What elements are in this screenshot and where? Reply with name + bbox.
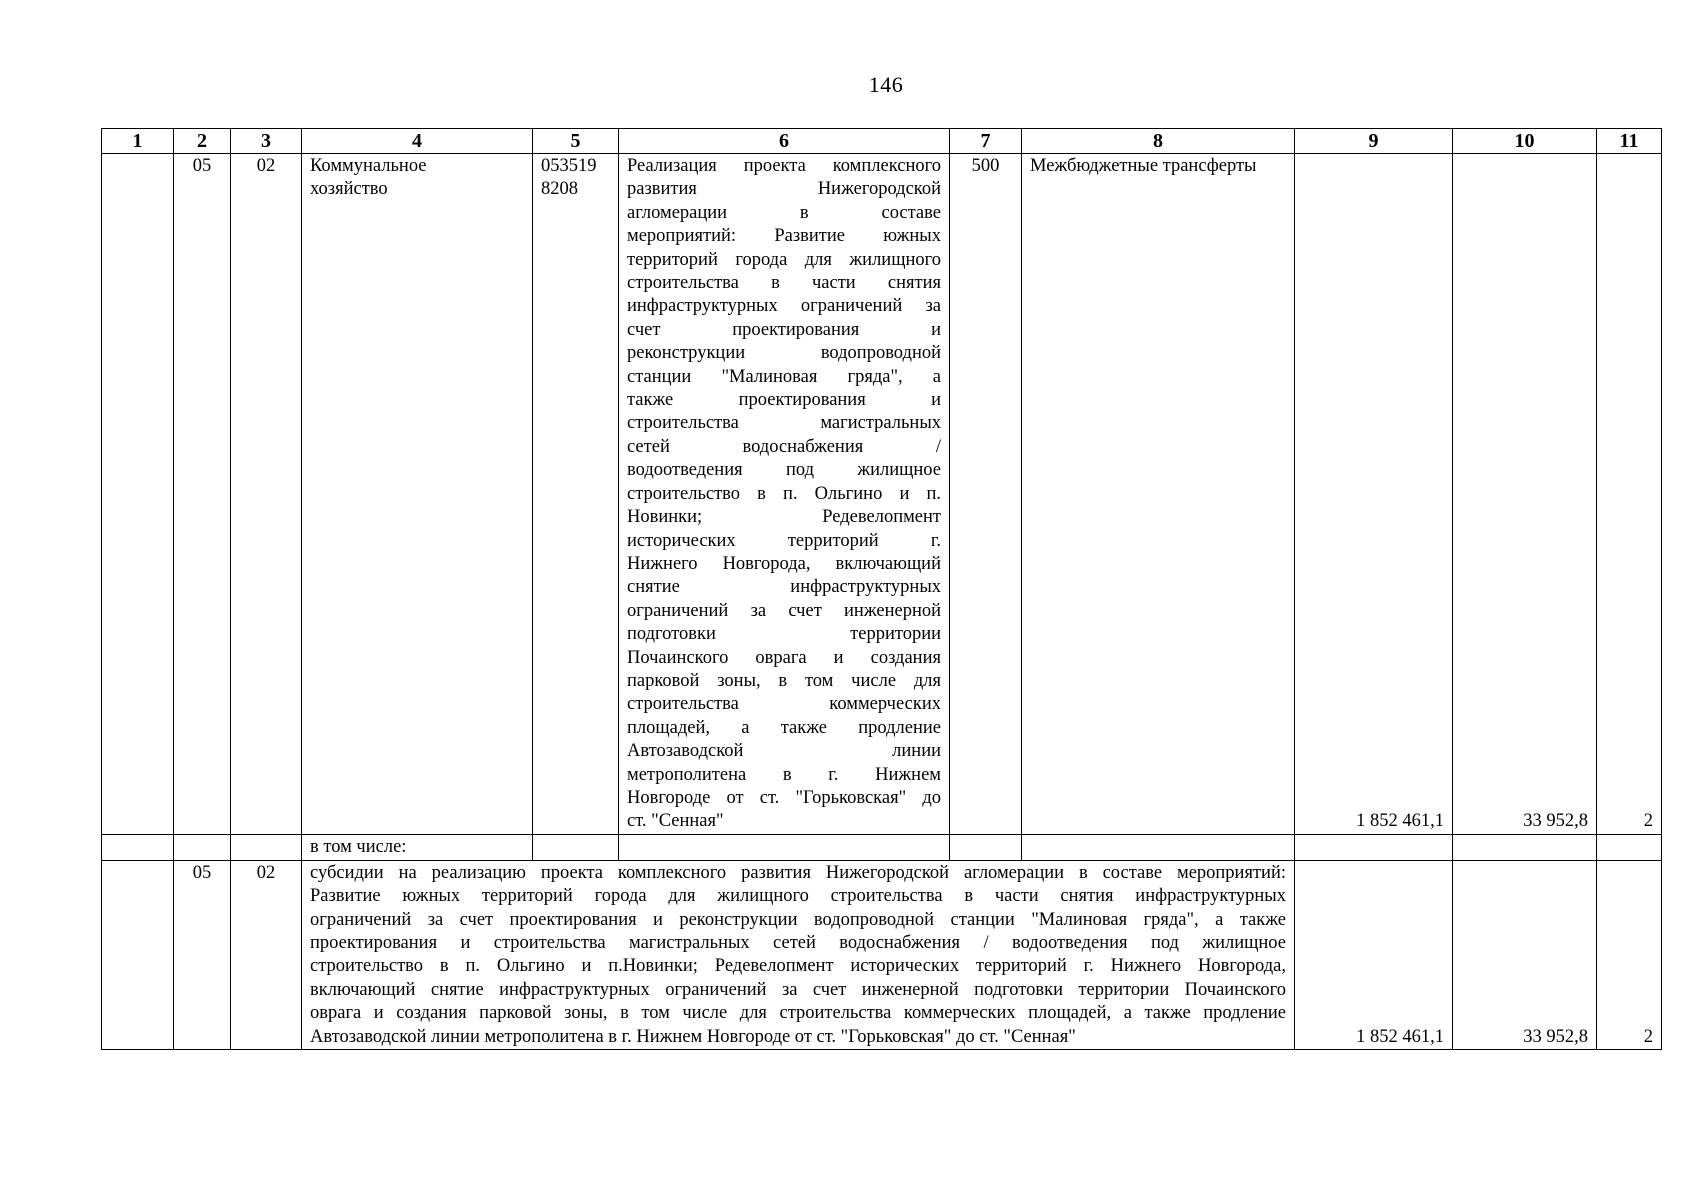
- cell-expense-type: 500: [950, 154, 1022, 835]
- text-line: счет проектирования и: [627, 319, 941, 340]
- cell-empty: [1295, 834, 1453, 860]
- text-line: Новгороде от ст. "Горьковская" до: [627, 787, 941, 808]
- text-line: мероприятий: Развитие южных: [627, 226, 941, 247]
- text-line: строительство в п. Ольгино и п.: [627, 483, 941, 504]
- text-line: ограничений за счет проектирования и реконструкции водопроводной станции "Малиновая гряда", а также: [310, 909, 1286, 930]
- cell-amount-11: 2: [1597, 860, 1662, 1049]
- cell-empty: [102, 860, 174, 1049]
- cell-section: 05: [174, 154, 231, 835]
- cell-empty: [1597, 834, 1662, 860]
- text-line: ограничений за счет инженерной: [627, 600, 941, 621]
- cell-amount-10: 33 952,8: [1453, 860, 1597, 1049]
- col-header: 7: [950, 129, 1022, 154]
- cell-amount-11: 2: [1597, 154, 1662, 835]
- text-line: сетей водоснабжения /: [627, 436, 941, 457]
- text-line: агломерации в составе: [627, 202, 941, 223]
- cell-empty: [533, 834, 619, 860]
- text-line: Автозаводской линии метрополитена в г. Нижнем Новгороде от ст. "Горьковская" до ст. "Сенная": [310, 1026, 1076, 1047]
- text-line: инфраструктурных ограничений за: [627, 296, 941, 317]
- text-line: включающий снятие инфраструктурных ограничений за счет инженерной подготовки территории Почаинского: [310, 979, 1286, 1000]
- text-line: Нижнего Новгорода, включающий: [627, 553, 941, 574]
- text-line: развития Нижегородской: [627, 179, 941, 200]
- cell-empty: [1022, 834, 1295, 860]
- cell-code-line: 8208: [541, 179, 578, 200]
- text-line: площадей, а также продление: [627, 717, 941, 738]
- cell-empty: [950, 834, 1022, 860]
- text-line: исторических территорий г.: [627, 530, 941, 551]
- text-line: строительства магистральных: [627, 413, 941, 434]
- cell-amount-9: 1 852 461,1: [1295, 860, 1453, 1049]
- text-line: строительство в п. Ольгино и п.Новинки; Редевелопмент исторических территорий г. Нижнего Новгорода,: [310, 956, 1286, 977]
- col-header: 5: [533, 129, 619, 154]
- col-header: 11: [1597, 129, 1662, 154]
- cell-description: [619, 154, 950, 835]
- text-line: Развитие южных территорий города для жилищного строительства в части снятия инфраструктурных: [310, 886, 1286, 907]
- text-line: Автозаводской линии: [627, 741, 941, 762]
- text-line: строительства в части снятия: [627, 273, 941, 294]
- cell-expense-name: Межбюджетные трансферты: [1022, 154, 1295, 835]
- header-row: [102, 129, 1662, 154]
- cell-name-line: Коммунальное: [310, 156, 427, 176]
- cell-name: [302, 154, 533, 835]
- col-header: 9: [1295, 129, 1453, 154]
- col-header: 4: [302, 129, 533, 154]
- col-header: 6: [619, 129, 950, 154]
- cell-including-label: в том числе:: [302, 834, 533, 860]
- col-header: 10: [1453, 129, 1597, 154]
- cell-subsidy-description: [302, 860, 1295, 1049]
- cell-empty: [619, 834, 950, 860]
- cell-empty: [174, 834, 231, 860]
- text-line: ст. "Сенная": [627, 811, 724, 832]
- text-line: подготовки территории: [627, 624, 941, 645]
- cell-empty: [102, 154, 174, 835]
- cell-target-code: [533, 154, 619, 835]
- cell-empty: [231, 834, 302, 860]
- text-line: проектирования и строительства магистральных сетей водоснабжения / водоотведения под жилищное: [310, 933, 1286, 953]
- cell-subsection: 02: [231, 154, 302, 835]
- text-line: парковой зоны, в том числе для: [627, 670, 941, 691]
- text-line: водоотведения под жилищное: [627, 460, 941, 481]
- cell-section: 05: [174, 860, 231, 1049]
- text-line: Почаинского оврага и создания: [627, 647, 941, 668]
- page-number: 146: [868, 72, 904, 97]
- budget-table: [101, 128, 1662, 1050]
- text-line: метрополитена в г. Нижнем: [627, 764, 941, 785]
- text-line: Реализация проекта комплексного: [627, 156, 941, 176]
- cell-subsection: 02: [231, 860, 302, 1049]
- col-header: 8: [1022, 129, 1295, 154]
- text-line: строительства коммерческих: [627, 694, 941, 715]
- table-row-main: [102, 154, 1662, 835]
- cell-empty: [102, 834, 174, 860]
- text-line: Новинки; Редевелопмент: [627, 507, 941, 528]
- cell-code-line: 053519: [541, 156, 597, 176]
- text-line: территорий города для жилищного: [627, 249, 941, 270]
- text-line: снятие инфраструктурных: [627, 577, 941, 598]
- cell-name-line: хозяйство: [310, 179, 388, 200]
- text-line: также проектирования и: [627, 390, 941, 411]
- col-header: 1: [102, 129, 174, 154]
- table-row-subsidy: [102, 860, 1662, 1049]
- text-line: оврага и создания парковой зоны, в том числе для строительства коммерческих площадей, а также продление: [310, 1003, 1286, 1024]
- cell-amount-9: 1 852 461,1: [1295, 154, 1453, 835]
- col-header: 2: [174, 129, 231, 154]
- text-line: реконструкции водопроводной: [627, 343, 941, 364]
- table-row-including: [102, 834, 1662, 860]
- text-line: станции "Малиновая гряда", а: [627, 366, 941, 387]
- col-header: 3: [231, 129, 302, 154]
- cell-empty: [1453, 834, 1597, 860]
- text-line: субсидии на реализацию проекта комплексного развития Нижегородской агломерации в составе мероприятий:: [310, 862, 1286, 883]
- cell-amount-10: 33 952,8: [1453, 154, 1597, 835]
